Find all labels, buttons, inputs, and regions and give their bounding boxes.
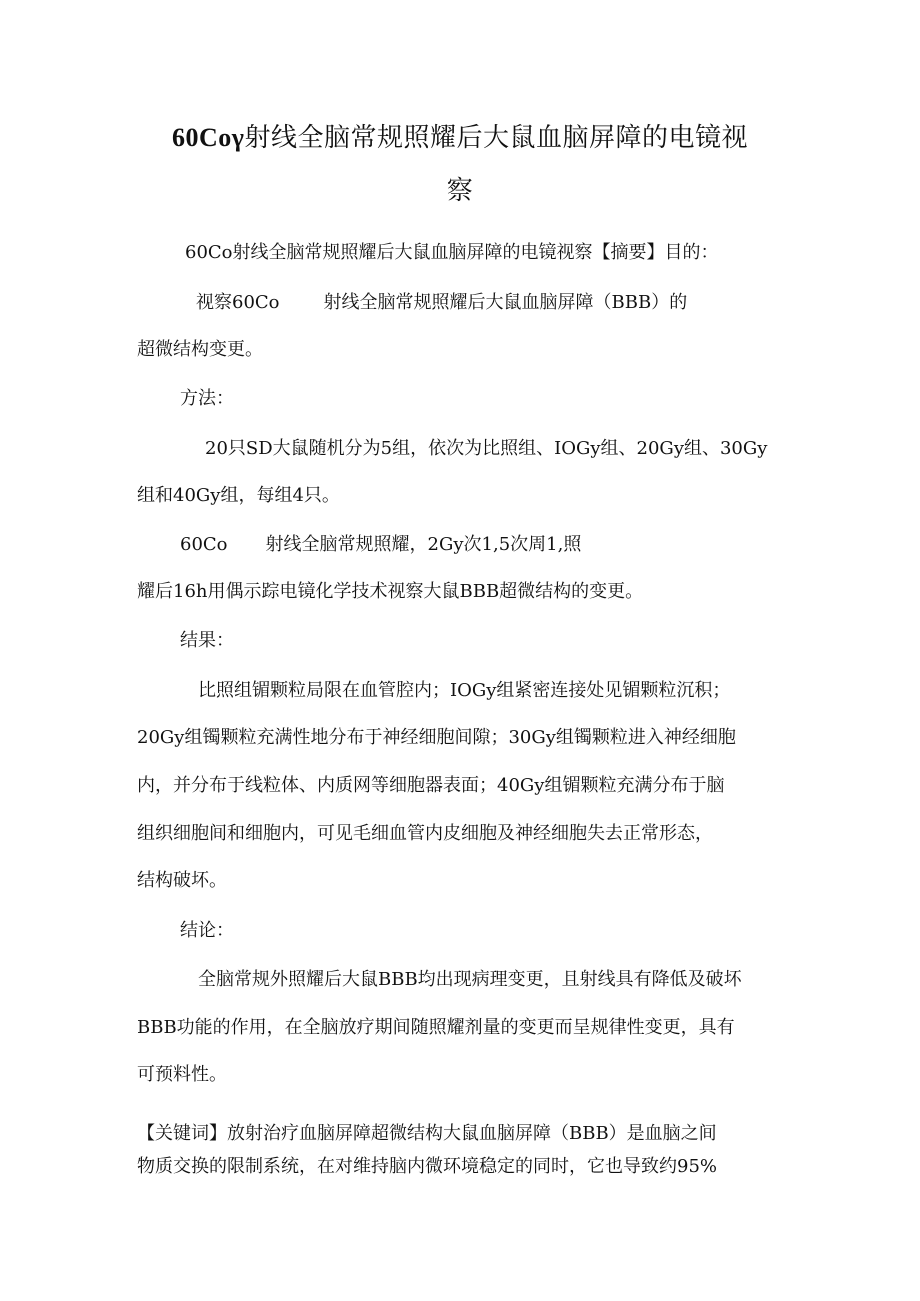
- results-line-3: 内，并分布于线粒体、内质网等细胞器表面；40Gy组镅颗粒充满分布于脑: [137, 775, 725, 796]
- title-isotope: 60Coγ: [172, 123, 245, 152]
- methods-line-4: 耀后16h用偶示踪电镜化学技术视察大鼠BBB超微结构的变更。: [137, 581, 644, 602]
- methods-heading: 方法：: [180, 388, 234, 409]
- results-heading: 结果：: [180, 630, 234, 651]
- methods-part-a: 60Co: [180, 534, 228, 555]
- objective-line-cont: 超微结构变更。: [137, 339, 263, 360]
- body-text-line: 物质交换的限制系统，在对维持脑内微环境稳定的同时，它也导致约95%: [137, 1156, 718, 1177]
- title-text: 射线全脑常规照耀后大鼠血脑屏障的电镜视: [244, 123, 748, 153]
- results-line-1: 比照组镅颗粒局限在血管腔内；IOGy组紧密连接处见镅颗粒沉积；: [198, 680, 731, 701]
- methods-part-b: 射线全脑常规照耀，2Gy次1,5次周1,照: [265, 534, 582, 555]
- document-title-line2: 察: [446, 176, 474, 206]
- keywords-line: 【关键词】放射治疗血脑屏障超微结构大鼠血脑屏障（BBB）是血脑之间: [137, 1123, 717, 1144]
- results-line-5: 结构破坏。: [137, 870, 227, 891]
- results-line-2: 20Gy组镯颗粒充满性地分布于神经细胞间隙；30Gy组镯颗粒进入神经细胞: [137, 727, 736, 748]
- objective-part-a: 视察60Co: [196, 292, 280, 313]
- conclusion-line-1: 全脑常规外照耀后大鼠BBB均出现病理变更，且射线具有降低及破坏: [198, 969, 742, 990]
- methods-line-3: [180, 533, 581, 557]
- objective-part-b: 射线全脑常规照耀后大鼠血脑屏障（BBB）的: [323, 292, 688, 313]
- methods-line-1: 20只SD大鼠随机分为5组，依次为比照组、IOGy组、20Gy组、30Gy: [205, 438, 768, 459]
- methods-line-2: 组和40Gy组，每组4只。: [137, 485, 340, 506]
- objective-line: [196, 291, 687, 315]
- document-title: [130, 117, 790, 154]
- abstract-intro-line: 60Co射线全脑常规照耀后大鼠血脑屏障的电镜视察【摘要】目的：: [185, 242, 719, 263]
- results-line-4: 组织细胞间和细胞内，可见毛细血管内皮细胞及神经细胞失去正常形态，: [137, 823, 713, 844]
- conclusion-line-2: BBB功能的作用，在全脑放疗期间随照耀剂量的变更而呈规律性变更，具有: [137, 1017, 735, 1038]
- conclusion-heading: 结论：: [180, 920, 234, 941]
- conclusion-line-3: 可预料性。: [137, 1064, 227, 1085]
